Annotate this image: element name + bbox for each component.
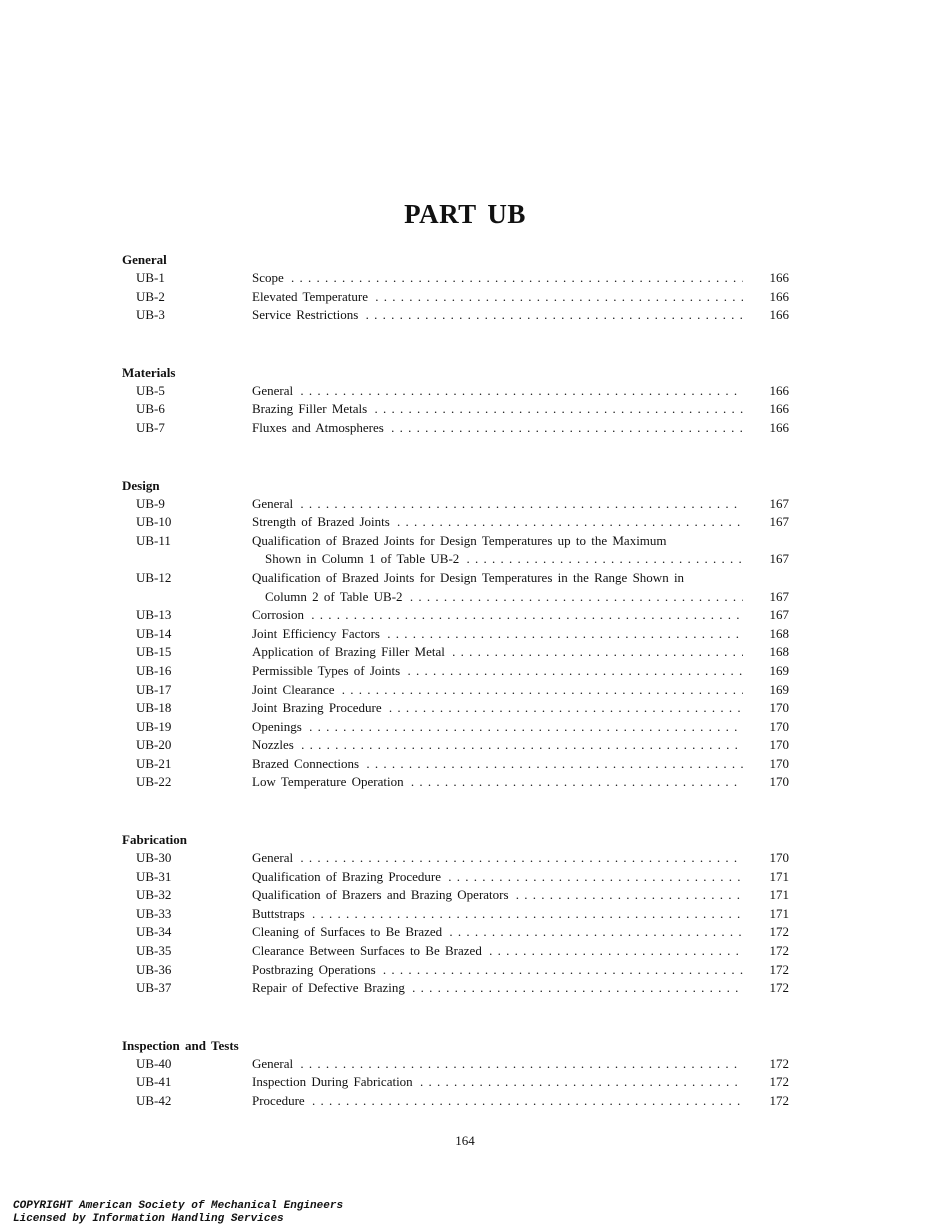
entry-title-text: Qualification of Brazers and Brazing Operators — [252, 887, 509, 903]
entry-title — [252, 606, 743, 625]
entry-page: 170 — [769, 737, 789, 753]
toc-entry — [122, 662, 802, 681]
entry-title-text: Brazing Filler Metals — [252, 401, 368, 417]
entry-title — [252, 979, 743, 998]
entry-page: 166 — [769, 270, 789, 285]
toc-entry — [122, 625, 802, 644]
toc-entry — [122, 923, 802, 942]
entry-page: 172 — [769, 1093, 789, 1108]
toc-entry — [122, 755, 802, 774]
entry-page: 166 — [769, 288, 789, 304]
entry-title — [252, 923, 743, 942]
toc-entry — [122, 868, 802, 887]
entry-number: UB-16 — [136, 662, 172, 678]
entry-title — [252, 736, 743, 755]
entry-page: 170 — [769, 850, 789, 866]
entry-title-text: Clearance Between Surfaces to Be Brazed — [252, 943, 482, 959]
toc-entry — [122, 550, 802, 569]
entry-title — [252, 662, 743, 681]
entry-page: 172 — [769, 980, 789, 996]
entry-number: UB-18 — [136, 700, 172, 716]
entry-title-text: Buttstraps — [252, 905, 305, 921]
toc-entry — [122, 288, 802, 307]
entry-number: UB-22 — [136, 774, 172, 790]
toc-entry — [122, 942, 802, 961]
entry-title — [252, 718, 743, 737]
entry-number: UB-31 — [136, 868, 172, 884]
entry-title — [252, 961, 743, 980]
entry-title — [252, 905, 743, 924]
entry-title-text: Procedure — [252, 1093, 305, 1108]
toc-entry — [122, 849, 802, 868]
entry-title-text: Joint Clearance — [252, 681, 335, 697]
toc-entry — [122, 400, 802, 419]
section-heading: Design — [122, 477, 160, 493]
toc-section — [122, 476, 802, 793]
copyright-line: COPYRIGHT American Society of Mechanical Engineers — [13, 1200, 344, 1212]
entry-number: UB-13 — [136, 607, 172, 623]
entry-title — [252, 868, 743, 887]
entry-page: 169 — [769, 681, 789, 697]
entry-title-text: Fluxes and Atmospheres — [252, 419, 384, 435]
entry-page: 171 — [769, 868, 789, 884]
entry-title — [252, 288, 743, 307]
entry-page: 168 — [769, 625, 789, 641]
entry-number: UB-11 — [136, 532, 171, 548]
toc-section — [122, 363, 802, 438]
toc-entry — [122, 773, 802, 792]
entry-title — [252, 699, 743, 718]
entry-title-text: Strength of Brazed Joints — [252, 514, 390, 530]
entry-page: 167 — [769, 495, 789, 511]
entry-title-text: Qualification of Brazed Joints for Design Temperatures in the Range Shown in — [252, 569, 685, 585]
entry-title — [252, 513, 743, 532]
toc-entry — [122, 1092, 802, 1111]
entry-title-text: Joint Brazing Procedure — [252, 700, 382, 716]
entry-title-text: Nozzles — [252, 737, 294, 753]
entry-title-text: Corrosion — [252, 607, 304, 623]
entry-number: UB-32 — [136, 887, 172, 903]
entry-page: 168 — [769, 644, 789, 660]
toc-entry — [122, 979, 802, 998]
entry-title — [252, 942, 743, 961]
entry-title-text: General — [252, 495, 294, 511]
entry-title-text: Joint Efficiency Factors — [252, 625, 380, 641]
entry-title-text: Application of Brazing Filler Metal — [252, 644, 445, 660]
entry-title-text: Elevated Temperature — [252, 288, 368, 304]
toc-entry — [122, 643, 802, 662]
entry-number: UB-21 — [136, 755, 172, 771]
entry-number: UB-40 — [136, 1055, 172, 1071]
entry-title — [265, 550, 743, 569]
entry-number: UB-17 — [136, 681, 172, 697]
toc-entry — [122, 382, 802, 401]
entry-title-text: Shown in Column 1 of Table UB-2 — [265, 551, 460, 567]
entry-number: UB-19 — [136, 718, 172, 734]
entry-title — [252, 495, 743, 514]
section-heading: Inspection and Tests — [122, 1037, 239, 1053]
entry-title-text: Repair of Defective Brazing — [252, 980, 405, 996]
entry-number: UB-7 — [136, 419, 165, 435]
entry-title-text: General — [252, 1055, 294, 1071]
toc-entry — [122, 532, 802, 551]
entry-page: 166 — [769, 382, 789, 398]
entry-number: UB-3 — [136, 307, 165, 323]
toc-entry — [122, 718, 802, 737]
entry-title-text: Cleaning of Surfaces to Be Brazed — [252, 924, 443, 940]
entry-title — [252, 681, 743, 700]
entry-title — [252, 643, 743, 662]
entry-page: 170 — [769, 755, 789, 771]
toc-entry — [122, 1073, 802, 1092]
toc-section — [122, 1036, 802, 1111]
entry-title — [252, 755, 743, 774]
toc-entry — [122, 699, 802, 718]
toc-section — [122, 830, 802, 998]
toc-entry — [122, 419, 802, 438]
entry-number: UB-5 — [136, 382, 165, 398]
entry-number: UB-9 — [136, 495, 165, 511]
entry-page: 172 — [769, 1055, 789, 1071]
entry-page: 170 — [769, 774, 789, 790]
entry-title-text: Low Temperature Operation — [252, 774, 404, 790]
entry-title — [252, 306, 743, 325]
entry-title — [252, 625, 743, 644]
section-heading: General — [122, 252, 167, 267]
toc-entry — [122, 1055, 802, 1074]
entry-title — [252, 773, 743, 792]
toc-entry — [122, 886, 802, 905]
entry-number: UB-15 — [136, 644, 172, 660]
entry-title — [252, 1073, 743, 1092]
entry-title — [252, 419, 743, 438]
entry-title — [252, 569, 743, 588]
entry-title-text: Column 2 of Table UB-2 — [265, 588, 403, 604]
entry-page: 166 — [769, 419, 789, 435]
entry-title-text: Service Restrictions — [252, 307, 359, 323]
entry-page: 166 — [769, 401, 789, 417]
entry-number: UB-12 — [136, 569, 172, 585]
entry-number: UB-34 — [136, 924, 172, 940]
toc-entry — [122, 736, 802, 755]
table-of-contents — [122, 250, 802, 1149]
entry-page: 172 — [769, 1074, 789, 1090]
entry-page: 171 — [769, 905, 789, 921]
entry-page: 170 — [769, 700, 789, 716]
toc-entry — [122, 569, 802, 588]
toc-entry — [122, 306, 802, 325]
entry-title-text: Permissible Types of Joints — [252, 662, 401, 678]
entry-title-text: Qualification of Brazing Procedure — [252, 868, 442, 884]
entry-number: UB-20 — [136, 737, 172, 753]
toc-entry — [122, 269, 802, 288]
toc-entry — [122, 606, 802, 625]
entry-page: 166 — [769, 307, 789, 323]
entry-page: 170 — [769, 718, 789, 734]
entry-number: UB-33 — [136, 905, 172, 921]
entry-page: 171 — [769, 887, 789, 903]
entry-number: UB-1 — [136, 270, 165, 285]
toc-entry — [122, 961, 802, 980]
entry-title-text: General — [252, 850, 294, 866]
toc-entry — [122, 513, 802, 532]
entry-title — [265, 588, 743, 607]
entry-page: 167 — [769, 514, 789, 530]
entry-number: UB-35 — [136, 943, 172, 959]
entry-title — [252, 849, 743, 868]
copyright-notice — [13, 1200, 343, 1226]
entry-page: 167 — [769, 588, 789, 604]
page-title: PART UB — [404, 199, 526, 229]
entry-page: 169 — [769, 662, 789, 678]
entry-title-text: Qualification of Brazed Joints for Design Temperatures up to the Maximum — [252, 532, 667, 548]
entry-number: UB-37 — [136, 980, 172, 996]
entry-title-text: Brazed Connections — [252, 755, 360, 771]
toc-entry — [122, 905, 802, 924]
entry-page: 172 — [769, 961, 789, 977]
entry-title — [252, 1055, 743, 1074]
entry-number: UB-36 — [136, 961, 172, 977]
entry-title — [252, 269, 743, 288]
license-line: Licensed by Information Handling Services — [13, 1213, 284, 1225]
entry-title — [252, 400, 743, 419]
entry-number: UB-6 — [136, 401, 165, 417]
entry-number: UB-2 — [136, 288, 165, 304]
section-heading: Materials — [122, 364, 176, 380]
entry-title-text: Inspection During Fabrication — [252, 1074, 413, 1090]
toc-entry — [122, 495, 802, 514]
entry-title-text: Scope — [252, 270, 284, 285]
entry-number: UB-30 — [136, 850, 172, 866]
entry-number: UB-10 — [136, 514, 172, 530]
toc-entry — [122, 588, 802, 607]
entry-page: 167 — [769, 551, 789, 567]
entry-title-text: General — [252, 382, 294, 398]
entry-page: 172 — [769, 924, 789, 940]
entry-title — [252, 886, 743, 905]
entry-title — [252, 1092, 743, 1111]
toc-entry — [122, 681, 802, 700]
entry-number: UB-41 — [136, 1074, 172, 1090]
entry-title — [252, 382, 743, 401]
entry-number: UB-14 — [136, 625, 172, 641]
entry-title — [252, 532, 743, 551]
toc-section — [122, 250, 802, 325]
page-number: 164 — [455, 1133, 475, 1148]
entry-page: 167 — [769, 607, 789, 623]
entry-number: UB-42 — [136, 1093, 172, 1108]
section-heading: Fabrication — [122, 832, 187, 848]
entry-title-text: Openings — [252, 718, 302, 734]
entry-page: 172 — [769, 943, 789, 959]
entry-title-text: Postbrazing Operations — [252, 961, 376, 977]
